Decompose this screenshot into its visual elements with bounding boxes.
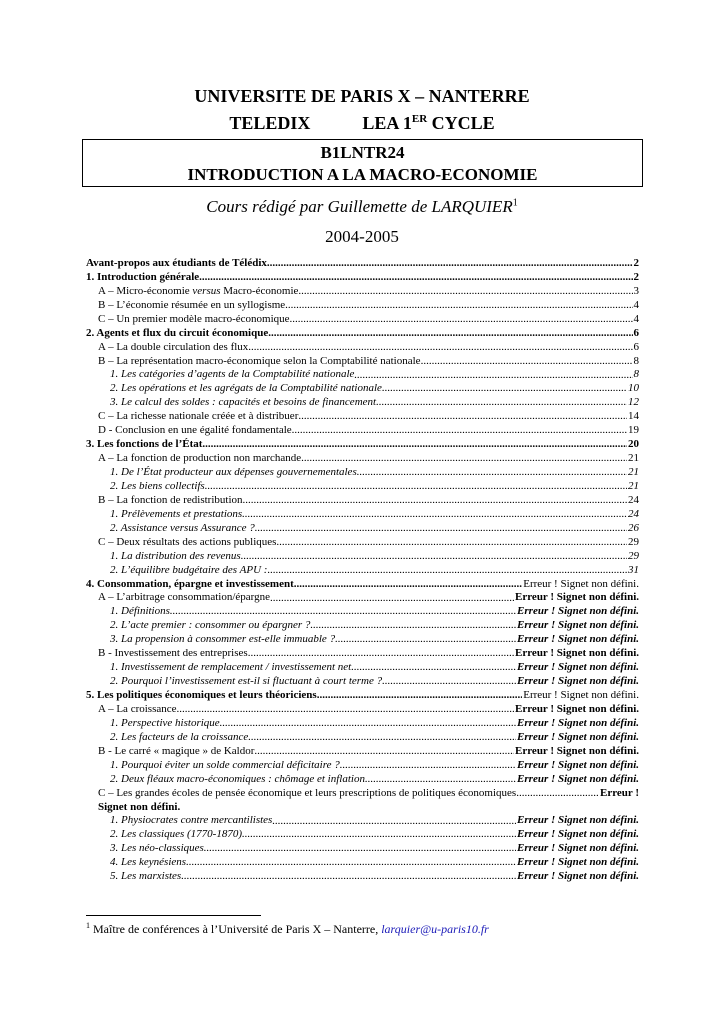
toc-page-number: 4 [633, 298, 639, 311]
toc-entry[interactable] [86, 396, 639, 410]
toc-entry[interactable] [86, 759, 639, 773]
toc-entry[interactable] [86, 619, 639, 633]
toc-entry-label: 1. Les catégories d’agents de la Comptabilité nationale [110, 368, 355, 381]
toc-entry-continuation: Signet non défini. [98, 800, 181, 813]
toc-entry[interactable] [86, 773, 639, 787]
toc-entry-label: 3. Les néo-classiques [110, 842, 204, 855]
toc-entry[interactable] [86, 424, 639, 438]
footnote-reference[interactable]: 1 [512, 197, 518, 209]
toc-entry[interactable] [86, 355, 639, 369]
toc-leader-dots [199, 271, 632, 285]
toc-entry-label: 1. Perspective historique [110, 716, 220, 729]
toc-page-number: 19 [628, 424, 639, 437]
toc-page-number: Erreur ! Signet non défini. [517, 842, 639, 855]
toc-entry[interactable] [86, 745, 639, 759]
toc-entry[interactable] [86, 480, 639, 494]
toc-leader-dots [242, 508, 627, 522]
toc-entry-label: 5. Les politiques économiques et leurs théoriciens [86, 689, 317, 702]
toc-entry[interactable] [86, 787, 639, 801]
footnote-separator [86, 915, 261, 916]
toc-entry-label: C – Un premier modèle macro-économique [98, 312, 290, 325]
toc-leader-dots [382, 382, 627, 396]
toc-page-number: 21 [628, 466, 639, 479]
toc-leader-dots [276, 536, 627, 550]
toc-entry-label: 1. La distribution des revenus [110, 549, 241, 562]
toc-leader-dots [285, 299, 632, 313]
toc-page-number: 31 [628, 563, 639, 576]
toc-page-number: Erreur ! Signet non défini. [517, 870, 639, 883]
toc-entry[interactable] [86, 828, 639, 842]
toc-entry-label: 4. Les keynésiens [110, 856, 187, 869]
toc-entry-label: 2. Les biens collectifs [110, 479, 205, 492]
toc-leader-dots [202, 438, 627, 452]
toc-entry-label: A – Micro-économie versus Macro-économie [98, 284, 299, 297]
toc-entry[interactable] [86, 382, 639, 396]
toc-leader-dots [248, 647, 514, 661]
toc-leader-dots [354, 369, 632, 383]
toc-entry-label: C – Les grandes écoles de pensée économique et leurs prescriptions de politiques économiques [98, 786, 517, 799]
program-left: TELEDIX [229, 113, 311, 133]
author-email-link[interactable]: larquier@u-paris10.fr [381, 922, 489, 936]
toc-leader-dots [248, 341, 632, 355]
toc-leader-dots [242, 828, 516, 842]
toc-entry[interactable] [86, 271, 639, 285]
toc-entry[interactable] [86, 508, 639, 522]
toc-leader-dots [204, 842, 516, 856]
toc-entry[interactable] [86, 661, 639, 675]
toc-page-number: 21 [628, 452, 639, 465]
toc-leader-dots [317, 689, 523, 703]
toc-leader-dots [205, 480, 627, 494]
toc-entry-label: B – L’économie résumée en un syllogisme [98, 298, 286, 311]
toc-entry[interactable] [86, 522, 639, 536]
toc-entry-label: 1. Physiocrates contre mercantilistes [110, 814, 273, 827]
toc-leader-dots [170, 605, 516, 619]
program-heading [0, 113, 724, 134]
toc-leader-dots [186, 856, 516, 870]
toc-entry[interactable] [86, 466, 639, 480]
toc-page-number: 6 [633, 326, 639, 339]
toc-entry[interactable] [86, 369, 639, 383]
toc-leader-dots [254, 745, 514, 759]
toc-entry-label: 1. Définitions [110, 605, 170, 618]
toc-leader-dots [382, 675, 516, 689]
toc-entry-label: Avant-propos aux étudiants de Télédix [86, 256, 267, 269]
toc-leader-dots [177, 703, 515, 717]
toc-entry[interactable] [86, 327, 639, 341]
toc-entry-label: 2. Les opérations et les agrégats de la Comptabilité nationale [110, 382, 382, 395]
toc-entry[interactable] [86, 299, 639, 313]
toc-entry[interactable] [86, 717, 639, 731]
toc-entry-label: A – La double circulation des flux [98, 340, 249, 353]
toc-page-number: 20 [628, 438, 639, 451]
toc-entry[interactable] [86, 731, 639, 745]
toc-leader-dots [268, 327, 632, 341]
toc-page-number: 2 [633, 256, 639, 269]
toc-entry[interactable] [86, 564, 639, 578]
toc-entry[interactable] [86, 689, 639, 703]
toc-leader-dots [270, 592, 514, 606]
toc-entry-label: 2. Agents et flux du circuit économique [86, 326, 269, 339]
toc-entry-label: A – La croissance [98, 702, 177, 715]
toc-entry[interactable] [86, 494, 639, 508]
toc-entry[interactable] [86, 605, 639, 619]
toc-entry[interactable] [86, 870, 639, 884]
toc-leader-dots [292, 424, 627, 438]
toc-entry-label: 1. De l’État producteur aux dépenses gouvernementales [110, 466, 357, 479]
toc-leader-dots [340, 759, 516, 773]
toc-entry-label: 2. L’acte premier : consommer ou épargner ? [110, 619, 311, 632]
toc-entry[interactable] [86, 341, 639, 355]
toc-page-number: 4 [633, 312, 639, 325]
toc-page-number: 26 [628, 521, 639, 534]
toc-entry-label: 2. Deux fléaux macro-économiques : chômage et inflation [110, 772, 365, 785]
toc-entry[interactable] [86, 438, 639, 452]
toc-entry-label: 2. Les facteurs de la croissance [110, 730, 249, 743]
toc-leader-dots [248, 731, 516, 745]
toc-leader-dots [272, 815, 516, 829]
toc-entry-label: 5. Les marxistes [110, 870, 182, 883]
toc-entry-label: 2. Les classiques (1770-1870) [110, 828, 242, 841]
academic-year: 2004-2005 [325, 227, 399, 246]
toc-leader-dots [243, 494, 628, 508]
toc-entry-label: 3. La propension à consommer est-elle immuable ? [110, 633, 336, 646]
toc-entry[interactable] [86, 647, 639, 661]
toc-entry[interactable] [86, 550, 639, 564]
toc-entry[interactable] [86, 703, 639, 717]
toc-page-number: 21 [628, 479, 639, 492]
toc-leader-dots [376, 396, 627, 410]
toc-page-number: 24 [628, 493, 639, 506]
toc-entry[interactable] [86, 592, 639, 606]
toc-leader-dots [267, 257, 633, 271]
toc-page-number: 29 [628, 549, 639, 562]
toc-entry-label: B – La fonction de redistribution [98, 493, 243, 506]
toc-entry-label: 2. L’équilibre budgétaire des APU : [110, 563, 268, 576]
toc-entry-label: 2. Assistance versus Assurance ? [110, 521, 255, 534]
toc-entry[interactable] [86, 410, 639, 424]
toc-page-number: Erreur ! Signet non défini. [517, 856, 639, 869]
toc-leader-dots [267, 564, 627, 578]
toc-page-number: Erreur ! Signet non défini. [517, 814, 639, 827]
toc-page-number: 8 [633, 368, 639, 381]
toc-page-number: 12 [628, 396, 639, 409]
toc-entry-label: A – L’arbitrage consommation/épargne [98, 591, 270, 604]
toc-leader-dots [298, 285, 632, 299]
toc-entry[interactable] [86, 633, 639, 647]
table-of-contents [86, 257, 639, 884]
toc-entry-label: 1. Prélèvements et prestations [110, 507, 243, 520]
toc-entry[interactable] [86, 675, 639, 689]
course-title-box [82, 139, 643, 187]
toc-page-number: 8 [633, 354, 639, 367]
toc-page-number: Erreur ! Signet non défini. [515, 591, 639, 604]
toc-entry[interactable] [86, 856, 639, 870]
toc-entry[interactable] [86, 536, 639, 550]
toc-page-number: 10 [628, 382, 639, 395]
toc-page-number: Erreur ! Signet non défini. [517, 772, 639, 785]
toc-page-number: Erreur ! Signet non défini. [517, 675, 639, 688]
toc-entry[interactable] [86, 842, 639, 856]
toc-entry-label: 3. Les fonctions de l’État [86, 438, 203, 451]
toc-page-number: Erreur ! Signet non défini. [523, 577, 639, 590]
toc-entry-label: B - Le carré « magique » de Kaldor [98, 744, 255, 757]
toc-page-number: 6 [633, 340, 639, 353]
toc-page-number: 29 [628, 535, 639, 548]
toc-entry-label: 4. Consommation, épargne et investissement [86, 577, 294, 590]
toc-page-number: Erreur ! [600, 786, 639, 799]
program-right: LEA 1ER CYCLE [362, 113, 495, 133]
toc-page-number: Erreur ! Signet non défini. [517, 619, 639, 632]
toc-page-number: 2 [633, 270, 639, 283]
toc-leader-dots [365, 773, 516, 787]
toc-leader-dots [255, 522, 627, 536]
university-heading: UNIVERSITE DE PARIS X – NANTERRE [194, 86, 530, 106]
toc-entry[interactable] [86, 452, 639, 466]
toc-entry-label: B – La représentation macro-économique selon la Comptabilité nationale [98, 354, 421, 367]
toc-leader-dots [220, 717, 516, 731]
toc-leader-dots [310, 619, 516, 633]
toc-leader-dots [421, 355, 633, 369]
toc-leader-dots [335, 633, 516, 647]
toc-leader-dots [290, 313, 633, 327]
toc-entry-label: 1. Pourquoi éviter un solde commercial déficitaire ? [110, 758, 340, 771]
course-code: B1LNTR24 [320, 143, 405, 162]
toc-page-number: Erreur ! Signet non défini. [517, 716, 639, 729]
toc-entry[interactable] [86, 257, 639, 271]
toc-page-number: 3 [633, 284, 639, 297]
toc-entry-label: C – La richesse nationale créée et à distribuer [98, 410, 299, 423]
toc-entry-label: 3. Le calcul des soldes : capacités et besoins de financement [110, 396, 377, 409]
toc-entry-label: 1. Introduction générale [86, 270, 200, 283]
toc-page-number: Erreur ! Signet non défini. [517, 758, 639, 771]
course-title: INTRODUCTION A LA MACRO-ECONOMIE [187, 165, 538, 184]
toc-page-number: 24 [628, 507, 639, 520]
toc-page-number: Erreur ! Signet non défini. [517, 828, 639, 841]
toc-entry-label: 1. Investissement de remplacement / investissement net [110, 661, 352, 674]
toc-leader-dots [516, 787, 599, 801]
toc-entry-label: A – La fonction de production non marchande [98, 452, 302, 465]
toc-leader-dots [357, 466, 627, 480]
toc-page-number: Erreur ! Signet non défini. [517, 605, 639, 618]
toc-entry[interactable] [86, 578, 639, 592]
toc-entry-label: B - Investissement des entreprises [98, 647, 248, 660]
toc-entry-label: C – Deux résultats des actions publiques [98, 535, 277, 548]
toc-page-number: Erreur ! Signet non défini. [515, 702, 639, 715]
toc-page-number: Erreur ! Signet non défini. [515, 744, 639, 757]
toc-entry-label: 2. Pourquoi l’investissement est-il si fluctuant à court terme ? [110, 675, 383, 688]
author-line: Cours rédigé par Guillemette de LARQUIER$^1$ [206, 197, 518, 216]
toc-entry[interactable] [86, 285, 639, 299]
toc-entry[interactable] [86, 815, 639, 829]
toc-leader-dots [298, 410, 627, 424]
footnote: $^1$ Maître de conférences à l’Université de Paris X – Nanterre, larquier@u-paris10.fr [86, 921, 489, 936]
toc-leader-dots [301, 452, 627, 466]
toc-leader-dots [181, 870, 516, 884]
toc-leader-dots [294, 578, 522, 592]
toc-page-number: 14 [628, 410, 639, 423]
toc-page-number: Erreur ! Signet non défini. [517, 661, 639, 674]
toc-entry[interactable] [86, 313, 639, 327]
toc-leader-dots [241, 550, 627, 564]
toc-entry-label: D - Conclusion en une égalité fondamentale [98, 424, 292, 437]
toc-page-number: Erreur ! Signet non défini. [523, 689, 639, 702]
toc-page-number: Erreur ! Signet non défini. [517, 730, 639, 743]
toc-leader-dots [351, 661, 516, 675]
toc-page-number: Erreur ! Signet non défini. [517, 633, 639, 646]
toc-page-number: Erreur ! Signet non défini. [515, 647, 639, 660]
